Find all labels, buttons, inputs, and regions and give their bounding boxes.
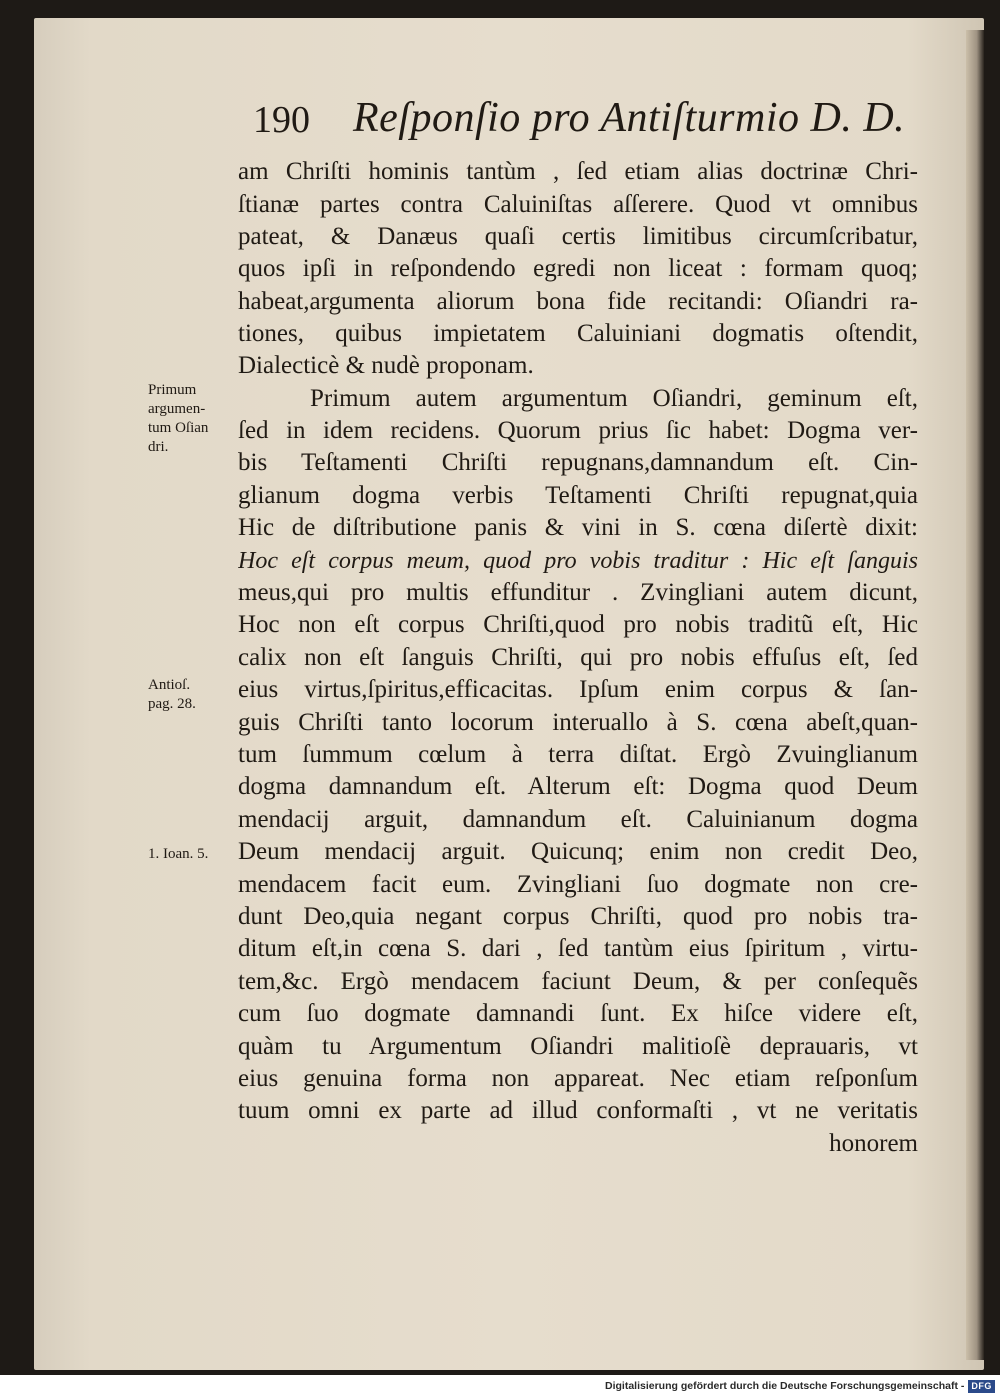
text-line: ditum eſt,in cœna S. dari , ſed tantùm eius ſpiritum , virtu- [238,935,918,962]
text-line: quàm tu Argumentum Oſiandri malitioſè deprauaris, vt [238,1033,918,1060]
text-line: guis Chriſti tanto locorum interuallo à S. cœna abeſt,quan- [238,709,918,736]
text-line: eius virtus,ſpiritus,efficacitas. Ipſum enim corpus & ſan- [238,676,918,703]
text-line: meus,qui pro multis effunditur . Zvingliani autem dicunt, [238,579,918,606]
text-line: ſed in idem recidens. Quorum prius ſic habet: Dogma ver- [238,417,918,444]
text-line: quos ipſi in reſpondendo egredi non liceat : formam quoq; [238,255,918,282]
digitization-footer [605,1379,995,1393]
text-line: cum ſuo dogmate damnandi ſunt. Ex hiſce videre eſt, [238,1000,918,1027]
margin-note-line: 1. Ioan. 5. [148,846,209,862]
text-line: Deum mendacij arguit. Quicunq; enim non credit Deo, [238,838,918,865]
dfg-logo: DFG [968,1380,995,1393]
margin-note-line: tum Oſian [148,420,209,436]
text-line: dunt Deo,quia negant corpus Chriſti, quod pro nobis tra- [238,903,918,930]
text-line: tuum omni ex parte ad illud conformaſti , vt ne veritatis [238,1097,918,1124]
text-line: dogma damnandum eſt. Alterum eſt: Dogma quod Deum [238,773,918,800]
text-line: am Chriſti hominis tantùm , ſed etiam alias doctrinæ Chri- [238,158,918,185]
margin-note-line: pag. 28. [148,696,196,712]
page-edge [966,30,984,1360]
text-line: calix non eſt ſanguis Chriſti, qui pro nobis effuſus eſt, ſed [238,644,918,671]
text-line: habeat,argumenta aliorum bona fide recitandi: Oſiandri ra- [238,288,918,315]
margin-note [148,845,208,864]
text-line: bis Teſtamenti Chriſti repugnans,damnandum eſt. Cin- [238,449,918,476]
margin-note-line: dri. [148,439,169,455]
text-line: tiones, quibus impietatem Caluiniani dogmatis oſtendit, [238,320,918,347]
text-line: Primum autem argumentum Oſiandri, geminum eſt, [310,385,918,412]
catchword: honorem [829,1130,918,1157]
text-line: eius genuina forma non appareat. Nec etiam reſponſum [238,1065,918,1092]
margin-note-line: Primum [148,382,197,398]
text-line: mendacij arguit, damnandum eſt. Caluinianum dogma [238,806,918,833]
margin-note [148,381,208,457]
text-line: tem,&c. Ergò mendacem faciunt Deum, & per conſequẽs [238,968,918,995]
text-line: Hic de diſtributione panis & vini in S. cœna diſertè dixit: [238,514,918,541]
text-line: Hoc eſt corpus meum, quod pro vobis traditur : Hic eſt ſanguis [238,548,918,574]
margin-note-line: argumen- [148,401,206,417]
text-line: tum ſummum cœlum à terra diſtat. Ergò Zvuinglianum [238,741,918,768]
page-header [253,94,953,154]
text-line: mendacem facit eum. Zvingliani ſuo dogmate non cre- [238,871,918,898]
margin-note [148,676,196,714]
text-line: glianum dogma verbis Teſtamenti Chriſti repugnat,quia [238,482,918,509]
text-line: Hoc non eſt corpus Chriſti,quod pro nobis traditũ eſt, Hic [238,611,918,638]
page-number: 190 [253,99,310,141]
footer-credit: Digitalisierung gefördert durch die Deutsche Forschungsgemeinschaft - [605,1380,965,1392]
text-line: pateat, & Danæus quaſi certis limitibus circumſcribatur, [238,223,918,250]
margin-note-line: Antioſ. [148,677,191,693]
text-line: ſtianæ partes contra Caluiniſtas aſſerere. Quod vt omnibus [238,191,918,218]
text-line: Dialecticè & nudè proponam. [238,352,534,379]
running-title: Reſponſio pro Antiſturmio D. D. [353,95,906,141]
